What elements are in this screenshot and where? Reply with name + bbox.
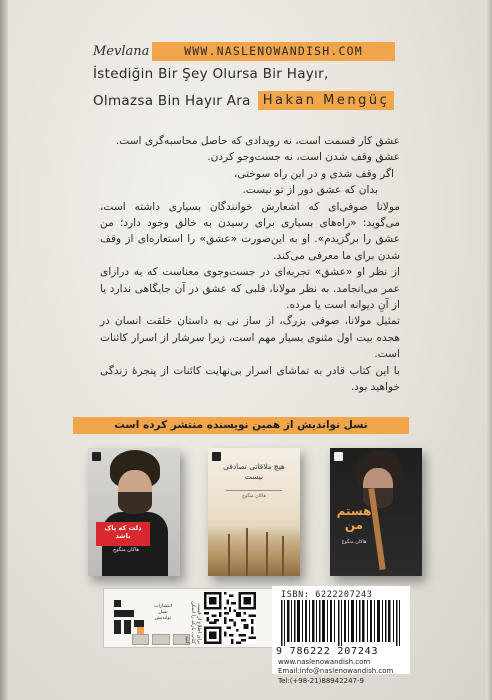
blurb-text (100, 133, 400, 396)
blurb-paragraph: اگر وقف شدی و در این راه سوختی، (233, 167, 394, 180)
other-books-banner: نسل نواندیش از همین نویسنده منتشر کرده است (73, 417, 409, 434)
blurb-paragraph: از نظر او «عشق» تجربه‌ای در جست‌وجوی معناست که به درازای عمر می‌انجامد. به نظر مولانا، قلبی که عشق در آن جایگاهی ندارد یا از آنِ دیوانه است یا مرده. (100, 266, 400, 312)
blurb-paragraph: عشق وقف شدن است، نه جست‌وجو کردن. (207, 151, 400, 164)
book-3-author: هاکان منگوچ (341, 540, 367, 545)
publisher-mark-icon (334, 452, 343, 461)
contact-info (278, 658, 393, 686)
tree-icon (228, 534, 230, 576)
portrait-beard (118, 492, 152, 514)
publisher-mark-icon (92, 452, 101, 461)
isbn-label: ISBN: 6222207243 (281, 590, 373, 600)
book-1-author: هاکان منگوچ (112, 547, 140, 553)
qr-caption: برای اطلاع از قیمت کتاب، بارکد را اسکن کنید (184, 601, 202, 644)
tree-icon (246, 528, 248, 576)
book-3-title: هستم من (336, 504, 372, 532)
affiliation-logo-icon (132, 634, 149, 645)
blurb-paragraph: تمثیل مولانا، صوفی بزرگ، از ساز نی به داستان خلقت انسان در هجده بیت اول مثنوی بسیار مهم است، زیرا سرشار از اسرار کائنات است. (100, 315, 400, 361)
author-banner: Hakan Mengüç (258, 91, 394, 110)
book-2-author: هاکان منگوچ (242, 494, 266, 499)
book-right-edge (486, 0, 492, 700)
website-banner: WWW.NASLENOWANDISH.COM (152, 42, 395, 61)
book-2-title: هیچ ملاقاتی تصادفی نیست (223, 462, 285, 481)
tree-icon (266, 532, 268, 576)
book-spine-edge (0, 0, 8, 700)
barcode-icon (279, 600, 405, 646)
book-cover-2 (208, 448, 300, 576)
affiliation-logos (132, 634, 190, 644)
qr-code-icon (204, 592, 256, 644)
series-name: Mevlana (93, 44, 150, 59)
barcode-number: 9 786222 207243 (276, 646, 379, 657)
original-title-line-1: İstediğin Bir Şey Olursa Bir Hayır, (93, 66, 329, 82)
original-title-line-2: Olmazsa Bin Hayır Ara (93, 93, 251, 109)
tree-icon (282, 536, 284, 576)
website-link[interactable]: www.naslenowandish.com (278, 658, 371, 666)
publisher-name: انتشارات نسل نواندیش (153, 604, 173, 621)
blurb-paragraph: مولانا صوفی‌ای که اشعارش خوانندگان بسیاری داشته است، می‌گوید: «راه‌های بسیاری برای رسیدن به خالق وجود دارد؛ من عشق را برگزیدم». او به این‌صورت «عشق» را استعاره‌ای از وقف شدن برای ما معرفی می‌کند. (100, 200, 400, 262)
blurb-paragraph: عشق کار قسمت است، نه رویدادی که حاصل محاسبه‌گری است. (115, 135, 400, 147)
affiliation-logo-icon (152, 634, 169, 645)
email-address[interactable]: Email:info@naslenowandish.com (278, 667, 394, 676)
book-1-title: دلت که پاک باشد (104, 524, 142, 540)
blurb-paragraph: با این کتاب قادر به تماشای اسرار بی‌نهایت کائنات از پنجرهٔ زندگی خواهید بود. (100, 364, 400, 394)
book-cover-1 (88, 448, 180, 576)
book-cover-3 (330, 448, 422, 576)
phone-number: Tel:(+98-21)88942247-9 (278, 676, 364, 685)
blurb-paragraph: بدان که عشق دور از تو نیست. (242, 184, 378, 197)
forest-illustration (208, 526, 300, 576)
divider (226, 490, 282, 491)
publisher-mark-icon (212, 452, 221, 461)
